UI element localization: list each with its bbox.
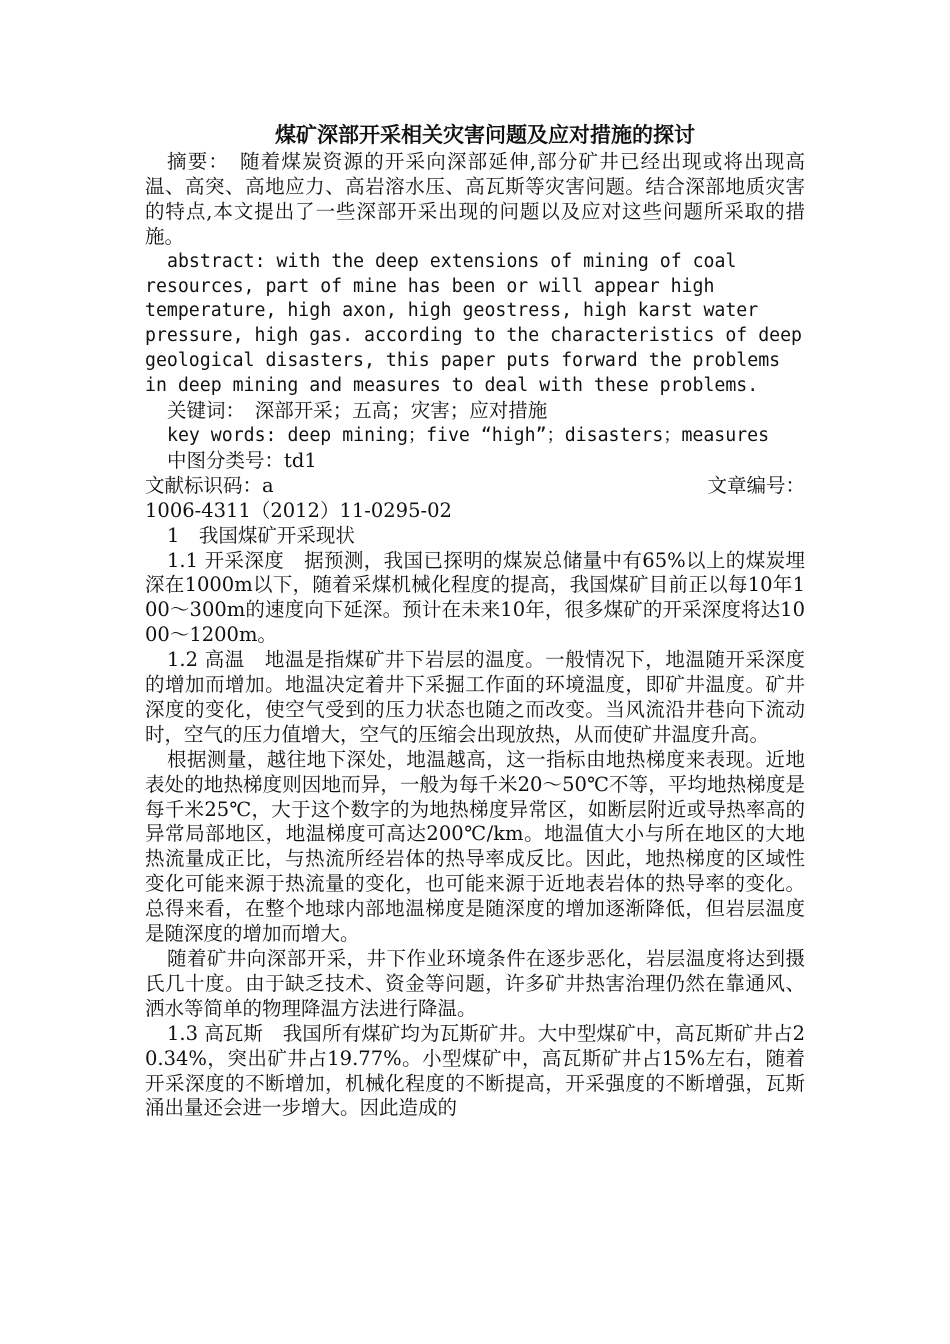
paragraph-geothermal-gradient: 根据测量，越往地下深处，地温越高，这一指标由地热梯度来表现。近地表处的地热梯度则因地而异，一般为每千米20～50℃不等，平均地热梯度是每千米25℃，大于这个数字的为地热梯度异常区，如断层附近或导热率高的异常局部地区，地温梯度可高达200℃/km。地温值大小与所在地区的大地热流量成正比，与热流所经岩体的热导率成反比。因此，地热梯度的区域性变化可能来源于热流量的变化，也可能来源于近地表岩体的热导率的变化。总得来看，在整个地球内部地温梯度是随深度的增加逐渐降低，但岩层温度是随深度的增加而增大。 <box>145 747 805 946</box>
paragraph-high-temperature: 1.2 高温 地温是指煤矿井下岩层的温度。一般情况下，地温随开采深度的增加而增加。地温决定着井下采掘工作面的环境温度，即矿井温度。矿井深度的变化，使空气受到的压力状态也随之而改变。当风流沿井巷向下流动时，空气的压力值增大，空气的压缩会出现放热，从而使矿井温度升高。 <box>145 648 805 746</box>
keywords-chinese: 关键词： 深部开采；五高；灾害；应对措施 <box>167 399 548 423</box>
article-number-label: 文章编号： <box>707 473 805 497</box>
article-number: 1006-4311（2012）11-0295-02 <box>145 498 452 522</box>
clc-number: 中图分类号：td1 <box>167 448 317 472</box>
paragraph-mining-depth: 1.1 开采深度 据预测，我国已探明的煤炭总储量中有65%以上的煤炭埋深在1000m以下，随着采煤机械化程度的提高，我国煤矿目前正以每10年100～300m的速度向下延深。预计在未来10年，很多煤矿的开采深度将达1000～1200m。 <box>145 548 805 647</box>
document-code: 文献标识码：a <box>145 473 274 497</box>
abstract-chinese: 摘要： 随着煤炭资源的开采向深部延伸,部分矿井已经出现或将出现高温、高突、高地应力、高岩溶水压、高瓦斯等灾害问题。结合深部地质灾害的特点,本文提出了一些深部开采出现的问题以及应对这些问题所采取的措施。 <box>145 150 805 248</box>
abstract-english: abstract: with the deep extensions of mining of coal resources, part of mine has been or will appear high temperature, high axon, high geostress, high karst water pressure, high gas. according to the characteristics of deep geological disasters, this paper puts forward the problems in deep mining and measures to deal with these problems. <box>145 250 802 397</box>
keywords-english: key words: deep mining；five “high”；disasters；measures <box>167 424 770 446</box>
document-code-row <box>145 474 805 499</box>
document-page <box>145 120 805 1121</box>
paragraph-high-gas: 1.3 高瓦斯 我国所有煤矿均为瓦斯矿井。大中型煤矿中，高瓦斯矿井占20.34%，突出矿井占19.77%。小型煤矿中，高瓦斯矿井占15%左右，随着开采深度的不断增加，机械化程度的不断提高，开采强度的不断增强，瓦斯涌出量还会进一步增大。因此造成的 <box>145 1021 805 1120</box>
document-title: 煤矿深部开采相关灾害问题及应对措施的探讨 <box>275 122 695 147</box>
section-heading: 1 我国煤矿开采现状 <box>167 523 355 547</box>
paragraph-cooling: 随着矿井向深部开采，井下作业环境条件在逐步恶化，岩层温度将达到摄氏几十度。由于缺乏技术、资金等问题，许多矿井热害治理仍然在靠通风、洒水等简单的物理降温方法进行降温。 <box>145 947 805 1020</box>
